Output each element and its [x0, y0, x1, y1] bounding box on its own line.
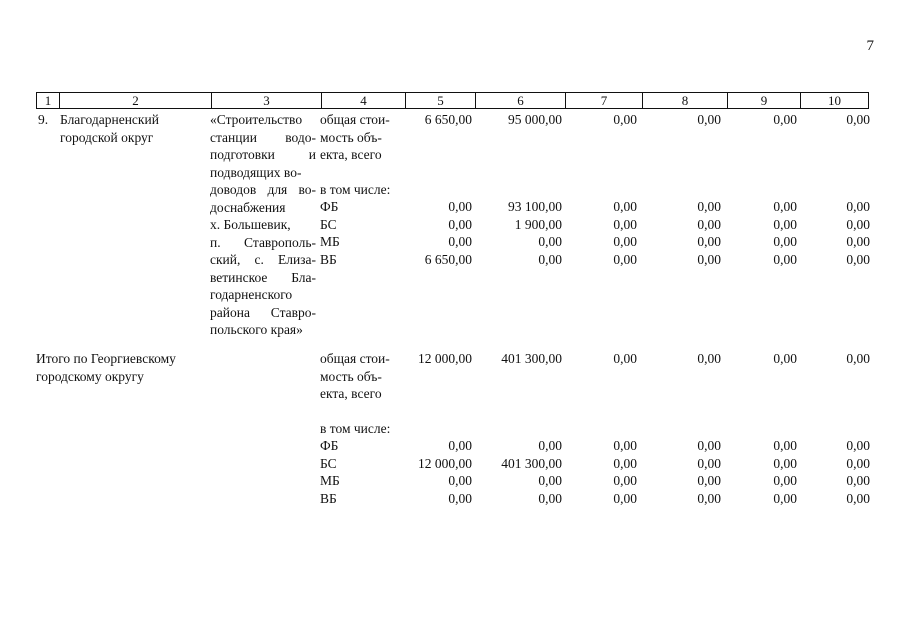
- funding-source-mb: МБ: [320, 234, 340, 249]
- value-cell: 0,00: [846, 473, 870, 488]
- total-col10-values: [800, 437, 870, 507]
- row9-col6-values: [470, 198, 562, 268]
- header-cell-6: 6: [475, 93, 565, 108]
- row9-project-description: [210, 111, 316, 339]
- header-cell-8: 8: [642, 93, 727, 108]
- value-cell: 0,00: [448, 216, 472, 232]
- value-cell: 6 650,00: [424, 251, 472, 267]
- total-col7-values: [565, 437, 637, 507]
- value-cell: 0,00: [538, 473, 562, 488]
- value-cell: 0,00: [613, 490, 637, 506]
- row9-breakdown-labels: [320, 198, 340, 268]
- row9-total-col7: 0,00: [613, 112, 637, 127]
- value-cell: 0,00: [613, 473, 637, 488]
- row9-col7-values: [565, 198, 637, 268]
- value-cell: 0,00: [448, 199, 472, 214]
- total-label-line: мость объ-: [320, 129, 382, 145]
- row9-total-col6: 95 000,00: [508, 112, 562, 127]
- row9-district-line: городской округ: [60, 129, 154, 145]
- funding-source-vb: ВБ: [320, 490, 337, 506]
- row9-total-col9: 0,00: [773, 112, 797, 127]
- total-title-line: городскому округу: [36, 368, 144, 384]
- row9-number: 9.: [38, 112, 49, 127]
- value-cell: 0,00: [613, 251, 637, 267]
- total-total-col8: 0,00: [697, 351, 721, 366]
- row9-total-col5: 6 650,00: [424, 112, 472, 127]
- value-cell: 0,00: [538, 490, 562, 506]
- value-cell: 0,00: [846, 234, 870, 249]
- total-col6-values: [470, 437, 562, 507]
- total-total-col9: 0,00: [773, 351, 797, 366]
- value-cell: 0,00: [613, 216, 637, 232]
- project-line: «Строительство: [210, 112, 303, 127]
- value-cell: 0,00: [846, 251, 870, 267]
- header-cell-1: 1: [44, 93, 52, 108]
- project-line: подводящих во-: [210, 164, 302, 180]
- value-cell: 0,00: [773, 490, 797, 506]
- header-cell-9: 9: [727, 93, 800, 108]
- value-cell: 0,00: [448, 490, 472, 506]
- value-cell: 0,00: [448, 438, 472, 453]
- row9-district: [60, 111, 159, 146]
- page-number: 7: [866, 38, 874, 54]
- total-total-col10: 0,00: [846, 351, 870, 366]
- funding-source-fb: ФБ: [320, 438, 339, 453]
- total-col5-values: [400, 437, 472, 507]
- total-label-line: екта, всего: [320, 386, 382, 401]
- value-cell: 0,00: [613, 438, 637, 453]
- value-cell: 0,00: [697, 455, 721, 471]
- project-line: доснабжения: [210, 199, 286, 215]
- row9-col8-values: [645, 198, 721, 268]
- value-cell: 401 300,00: [501, 455, 562, 471]
- total-col9-values: [725, 437, 797, 507]
- row9-col10-values: [800, 198, 870, 268]
- value-cell: 0,00: [773, 438, 797, 453]
- value-cell: 0,00: [538, 251, 562, 267]
- header-cell-3: 3: [211, 93, 321, 108]
- value-cell: 1 900,00: [514, 216, 562, 232]
- total-label-line: общая стои-: [320, 351, 390, 366]
- value-cell: 0,00: [697, 490, 721, 506]
- total-label-line: екта, всего: [320, 147, 382, 162]
- total-total-col6: 401 300,00: [501, 351, 562, 366]
- value-cell: 12 000,00: [418, 455, 472, 471]
- table-header-row: [36, 92, 869, 109]
- project-line: доводов для во-: [210, 182, 316, 197]
- project-line: п. Ставрополь-: [210, 234, 316, 250]
- value-cell: 0,00: [697, 438, 721, 453]
- value-cell: 0,00: [448, 473, 472, 488]
- row9-total-col10: 0,00: [846, 112, 870, 127]
- row9-col9-values: [725, 198, 797, 268]
- funding-source-fb: ФБ: [320, 199, 339, 214]
- project-line: района Ставро-: [210, 304, 316, 320]
- value-cell: 0,00: [773, 251, 797, 267]
- value-cell: 0,00: [773, 216, 797, 232]
- row9-total-col8: 0,00: [697, 112, 721, 127]
- total-total-col5: 12 000,00: [418, 351, 472, 366]
- header-cell-4: 4: [321, 93, 405, 108]
- funding-source-vb: ВБ: [320, 251, 337, 267]
- project-line: станции водо-: [210, 129, 316, 145]
- total-total-col7: 0,00: [613, 351, 637, 366]
- project-line: ветинское Бла-: [210, 269, 316, 285]
- value-cell: 0,00: [613, 199, 637, 214]
- project-line: х. Большевик,: [210, 217, 291, 232]
- value-cell: 0,00: [846, 455, 870, 471]
- value-cell: 0,00: [613, 455, 637, 471]
- value-cell: 0,00: [697, 199, 721, 214]
- value-cell: 93 100,00: [508, 199, 562, 214]
- value-cell: 0,00: [846, 216, 870, 232]
- header-cell-5: 5: [405, 93, 475, 108]
- header-cell-2: 2: [59, 93, 211, 108]
- total-title-line: Итого по Георгиевскому: [36, 351, 176, 366]
- value-cell: 0,00: [773, 455, 797, 471]
- value-cell: 0,00: [697, 234, 721, 249]
- value-cell: 0,00: [773, 473, 797, 488]
- funding-source-bs: БС: [320, 455, 337, 471]
- header-cell-7: 7: [565, 93, 642, 108]
- project-line: польского края»: [210, 322, 303, 337]
- project-line: ский, с. Елиза-: [210, 252, 316, 267]
- project-line: подготовки и: [210, 147, 316, 162]
- value-cell: 0,00: [773, 199, 797, 214]
- total-col8-values: [645, 437, 721, 507]
- header-cell-10: 10: [800, 93, 868, 108]
- value-cell: 0,00: [846, 490, 870, 506]
- value-cell: 0,00: [613, 234, 637, 249]
- value-cell: 0,00: [448, 234, 472, 249]
- total-label-line: мость объ-: [320, 368, 382, 384]
- value-cell: 0,00: [773, 234, 797, 249]
- value-cell: 0,00: [538, 438, 562, 453]
- value-cell: 0,00: [846, 438, 870, 453]
- row9-including-label: в том числе:: [320, 182, 391, 197]
- total-title: [36, 350, 176, 385]
- value-cell: 0,00: [697, 216, 721, 232]
- row9-district-line: Благодарненский: [60, 112, 159, 127]
- funding-source-bs: БС: [320, 216, 337, 232]
- value-cell: 0,00: [697, 473, 721, 488]
- total-label-line: общая стои-: [320, 112, 390, 127]
- total-including-label: в том числе:: [320, 421, 391, 436]
- funding-source-mb: МБ: [320, 473, 340, 488]
- total-total-label: [320, 350, 390, 403]
- project-line: годарненского: [210, 287, 293, 302]
- value-cell: 0,00: [538, 234, 562, 249]
- total-breakdown-labels: [320, 437, 340, 507]
- row9-total-label: [320, 111, 390, 164]
- row9-col5-values: [400, 198, 472, 268]
- value-cell: 0,00: [846, 199, 870, 214]
- value-cell: 0,00: [697, 251, 721, 267]
